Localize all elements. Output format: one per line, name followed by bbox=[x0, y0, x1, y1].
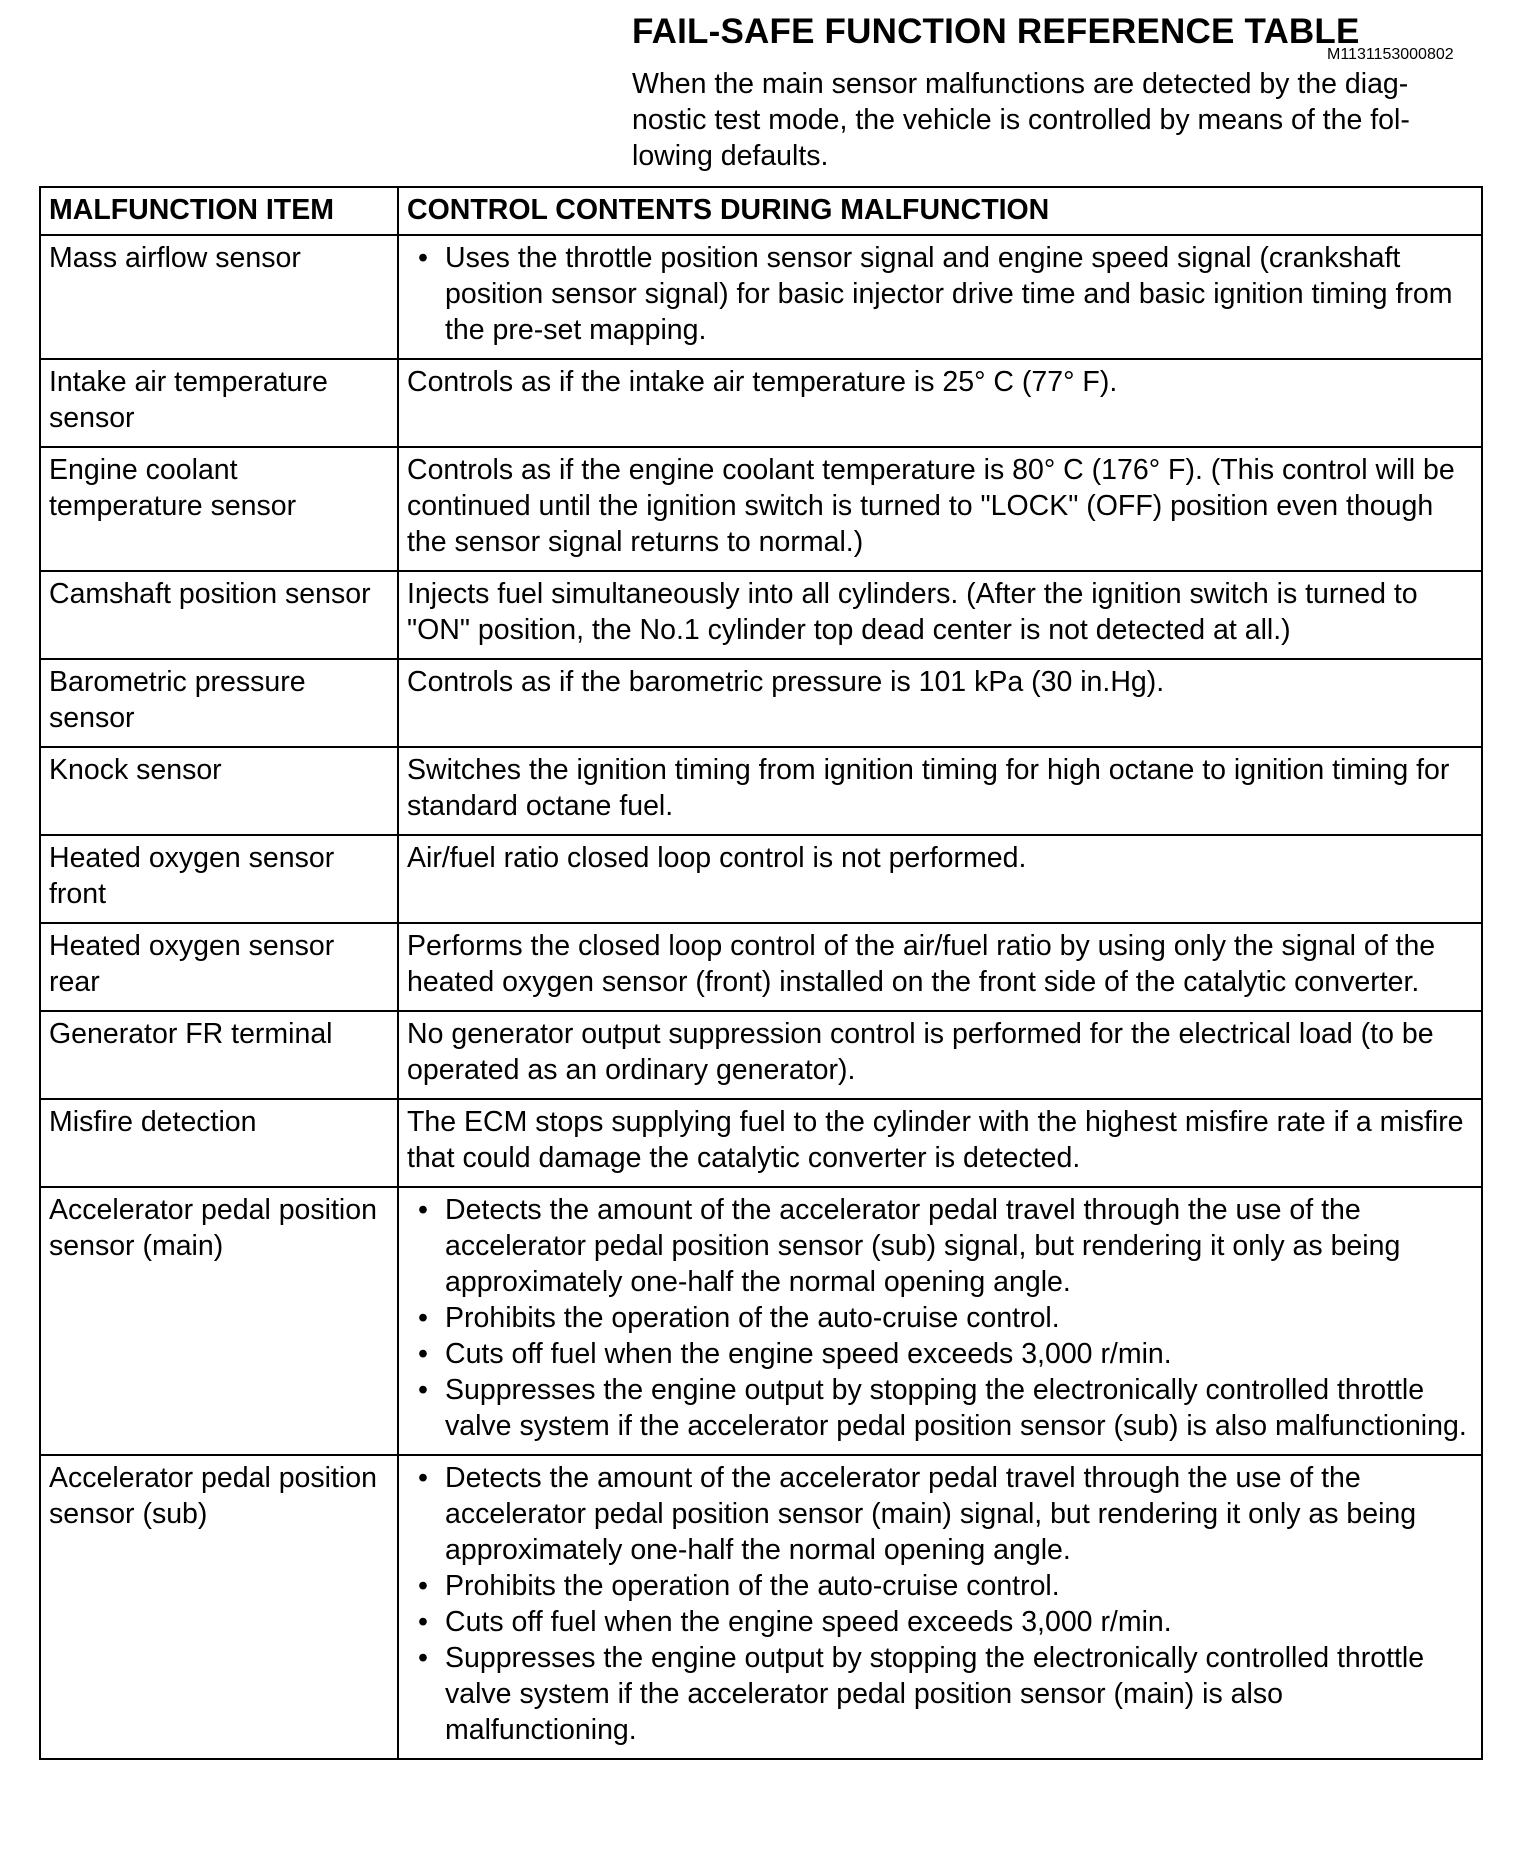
malfunction-item-cell: Intake air temperature sensor bbox=[40, 359, 398, 447]
bullet-item bbox=[407, 1192, 1473, 1300]
bullet-text: Cuts off fuel when the engine speed exceeds 3,000 r/min. bbox=[445, 1338, 1172, 1370]
malfunction-item-cell: Engine coolant temperature sensor bbox=[40, 447, 398, 571]
table-row bbox=[40, 835, 1482, 923]
control-contents-cell bbox=[398, 1187, 1482, 1455]
bullet-item bbox=[407, 1640, 1473, 1748]
bullet-icon: • bbox=[418, 1302, 428, 1334]
table-body bbox=[40, 235, 1482, 1759]
bullet-icon: • bbox=[418, 1338, 428, 1370]
bullet-icon: • bbox=[418, 1642, 428, 1674]
bullet-item bbox=[407, 1568, 1473, 1604]
table-row bbox=[40, 923, 1482, 1011]
bullet-icon: • bbox=[418, 1570, 428, 1602]
bullet-item bbox=[407, 1300, 1473, 1336]
malfunction-item-cell: Heated oxygen sensor front bbox=[40, 835, 398, 923]
malfunction-item-cell: Mass airflow sensor bbox=[40, 235, 398, 359]
malfunction-item-cell: Generator FR terminal bbox=[40, 1011, 398, 1099]
bullet-icon: • bbox=[418, 1606, 428, 1638]
control-contents-cell: Controls as if the intake air temperature is 25° C (77° F). bbox=[398, 359, 1482, 447]
malfunction-item-cell: Barometric pressure sensor bbox=[40, 659, 398, 747]
bullet-icon: • bbox=[418, 1462, 428, 1494]
bullet-text: Detects the amount of the accelerator pedal travel through the use of the accelerator pedal position sensor (sub) signal, but rendering it only as being approximately one-half the normal opening angle. bbox=[445, 1194, 1401, 1298]
bullet-list bbox=[407, 240, 1473, 348]
control-contents-cell: No generator output suppression control is performed for the electrical load (to be operated as an ordinary generator). bbox=[398, 1011, 1482, 1099]
table-row bbox=[40, 1099, 1482, 1187]
table-row bbox=[40, 447, 1482, 571]
bullet-text: Detects the amount of the accelerator pedal travel through the use of the accelerator pedal position sensor (main) signal, but rendering it only as being approximately one-half the normal opening angle. bbox=[445, 1462, 1417, 1566]
bullet-item bbox=[407, 240, 1473, 348]
table-header-row bbox=[40, 187, 1482, 235]
table-row bbox=[40, 1011, 1482, 1099]
control-contents-cell: The ECM stops supplying fuel to the cylinder with the highest misfire rate if a misfire that could damage the catalytic converter is detected. bbox=[398, 1099, 1482, 1187]
bullet-list bbox=[407, 1192, 1473, 1444]
bullet-text: Uses the throttle position sensor signal and engine speed signal (crankshaft position sensor signal) for basic injector drive time and basic ignition timing from the pre-set mapping. bbox=[445, 242, 1453, 346]
bullet-icon: • bbox=[418, 1374, 428, 1406]
bullet-item bbox=[407, 1460, 1473, 1568]
bullet-icon: • bbox=[418, 1194, 428, 1226]
column-header-control: CONTROL CONTENTS DURING MALFUNCTION bbox=[398, 187, 1482, 235]
bullet-icon: • bbox=[418, 242, 428, 274]
malfunction-item-cell: Heated oxygen sensor rear bbox=[40, 923, 398, 1011]
control-contents-cell: Performs the closed loop control of the air/fuel ratio by using only the signal of the heated oxygen sensor (front) installed on the front side of the catalytic converter. bbox=[398, 923, 1482, 1011]
control-contents-cell: Air/fuel ratio closed loop control is not performed. bbox=[398, 835, 1482, 923]
failsafe-table bbox=[39, 186, 1483, 1760]
bullet-item bbox=[407, 1604, 1473, 1640]
control-contents-cell bbox=[398, 1455, 1482, 1759]
bullet-text: Suppresses the engine output by stopping the electronically controlled throttle valve system if the accelerator pedal position sensor (main) is also malfunctioning. bbox=[445, 1642, 1425, 1746]
bullet-text: Prohibits the operation of the auto-cruise control. bbox=[445, 1570, 1060, 1602]
table-row bbox=[40, 1455, 1482, 1759]
page-title: FAIL-SAFE FUNCTION REFERENCE TABLE bbox=[632, 12, 1360, 51]
table-row bbox=[40, 659, 1482, 747]
control-contents-cell: Injects fuel simultaneously into all cylinders. (After the ignition switch is turned to "ON" position, the No.1 cylinder top dead center is not detected at all.) bbox=[398, 571, 1482, 659]
control-contents-cell bbox=[398, 235, 1482, 359]
control-contents-cell: Switches the ignition timing from ignition timing for high octane to ignition timing for standard octane fuel. bbox=[398, 747, 1482, 835]
intro-paragraph: When the main sensor malfunctions are detected by the diag-nostic test mode, the vehicle is controlled by means of the fol-lowing defaults. bbox=[632, 68, 1410, 172]
bullet-text: Cuts off fuel when the engine speed exceeds 3,000 r/min. bbox=[445, 1606, 1172, 1638]
control-contents-cell: Controls as if the barometric pressure is 101 kPa (30 in.Hg). bbox=[398, 659, 1482, 747]
bullet-item bbox=[407, 1336, 1473, 1372]
table-row bbox=[40, 359, 1482, 447]
table-row bbox=[40, 1187, 1482, 1455]
table-row bbox=[40, 747, 1482, 835]
column-header-item: MALFUNCTION ITEM bbox=[40, 187, 398, 235]
bullet-list bbox=[407, 1460, 1473, 1748]
malfunction-item-cell: Camshaft position sensor bbox=[40, 571, 398, 659]
malfunction-item-cell: Accelerator pedal position sensor (main) bbox=[40, 1187, 398, 1455]
table-row bbox=[40, 571, 1482, 659]
malfunction-item-cell: Knock sensor bbox=[40, 747, 398, 835]
bullet-text: Suppresses the engine output by stopping the electronically controlled throttle valve system if the accelerator pedal position sensor (sub) is also malfunctioning. bbox=[445, 1374, 1467, 1442]
malfunction-item-cell: Misfire detection bbox=[40, 1099, 398, 1187]
malfunction-item-cell: Accelerator pedal position sensor (sub) bbox=[40, 1455, 398, 1759]
bullet-text: Prohibits the operation of the auto-cruise control. bbox=[445, 1302, 1060, 1334]
table-row bbox=[40, 235, 1482, 359]
control-contents-cell: Controls as if the engine coolant temperature is 80° C (176° F). (This control will be continued until the ignition switch is turned to "LOCK" (OFF) position even though the sensor signal returns to normal.) bbox=[398, 447, 1482, 571]
bullet-item bbox=[407, 1372, 1473, 1444]
reference-id: M1131153000802 bbox=[1327, 46, 1454, 63]
